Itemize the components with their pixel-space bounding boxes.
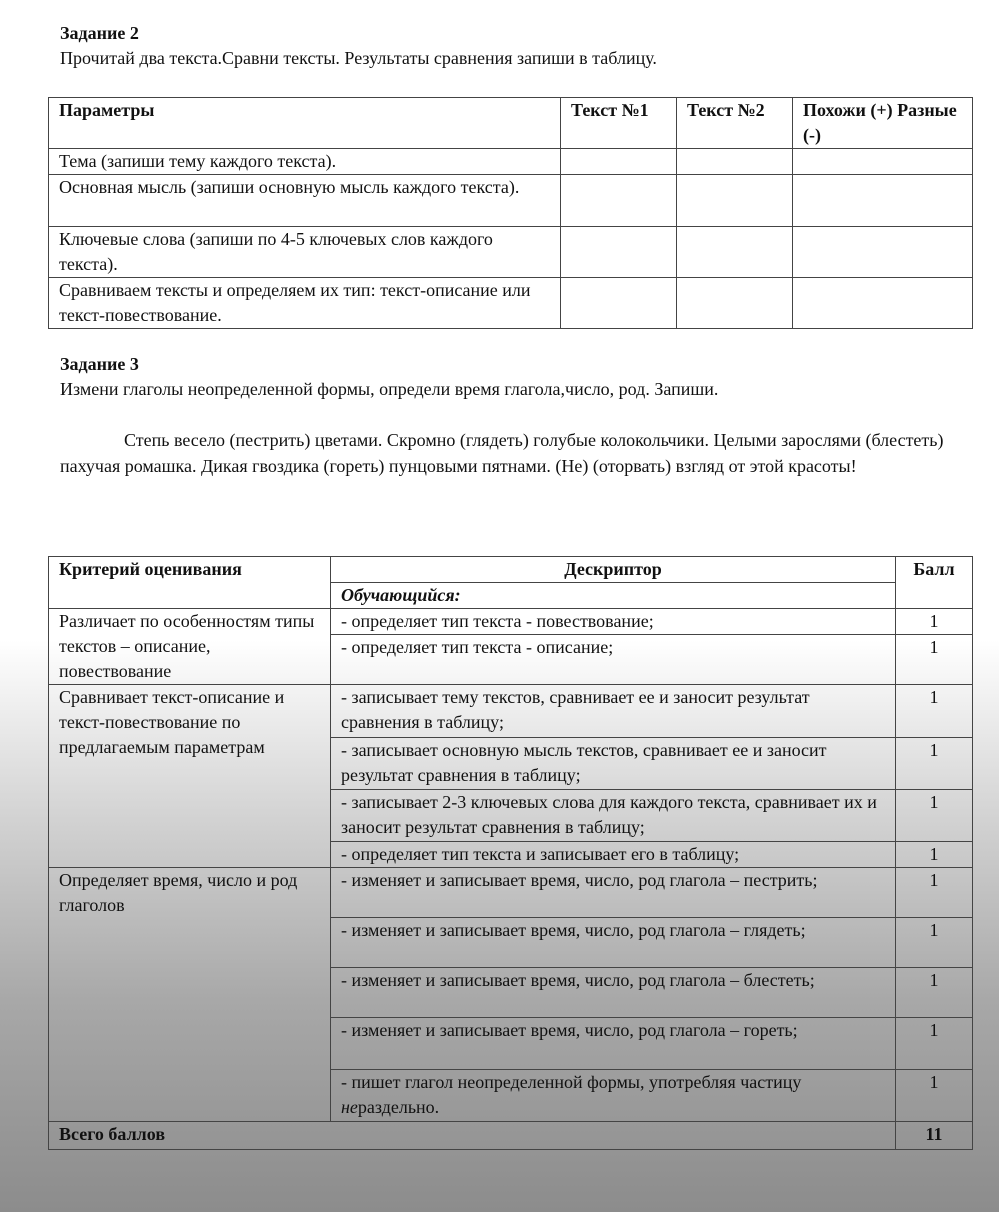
- descriptor-cell: - изменяет и записывает время, число, род глагола – пестрить;: [331, 868, 896, 918]
- row-main-idea: Основная мысль (запиши основную мысль каждого текста).: [49, 175, 561, 227]
- points-cell: 1: [896, 918, 973, 968]
- descriptor-cell: - изменяет и записывает время, число, род глагола – гореть;: [331, 1018, 896, 1070]
- points-cell: 1: [896, 635, 973, 685]
- descriptor-cell: - записывает основную мысль текстов, сравнивает ее и заносит результат сравнения в таблицу;: [331, 738, 896, 790]
- header-parameters: Параметры: [49, 98, 561, 149]
- answer-cell[interactable]: [561, 227, 677, 278]
- criterion-cell: Сравнивает текст-описание и текст-повествование по предлагаемым параметрам: [49, 685, 331, 868]
- descriptor-text: - пишет глагол неопределенной формы, употребляя частицу: [341, 1072, 802, 1092]
- rubric-row: [49, 609, 973, 635]
- header-similar-different: Похожи (+) Разные (-): [793, 98, 973, 149]
- answer-cell[interactable]: [561, 149, 677, 175]
- answer-cell[interactable]: [793, 175, 973, 227]
- task3-text: Степь весело (пестрить) цветами. Скромно (глядеть) голубые колокольчики. Целыми зарослями (блестеть) пахучая ромашка. Дикая гвоздика (гореть) пунцовыми пятнами. (Не) (оторвать) взгляд от этой красоты!: [60, 430, 944, 476]
- points-cell: 1: [896, 790, 973, 842]
- answer-cell[interactable]: [677, 278, 793, 329]
- task3-instruction: Измени глаголы неопределенной формы, определи время глагола,число, род. Запиши.: [60, 379, 719, 399]
- descriptor-cell: - записывает тему текстов, сравнивает ее и заносит результат сравнения в таблицу;: [331, 685, 896, 738]
- points-cell: 1: [896, 842, 973, 868]
- total-row: [49, 1122, 973, 1150]
- answer-cell[interactable]: [561, 175, 677, 227]
- answer-cell[interactable]: [677, 227, 793, 278]
- header-criterion: Критерий оценивания: [49, 557, 331, 609]
- descriptor-cell: - определяет тип текста и записывает его в таблицу;: [331, 842, 896, 868]
- row-keywords: Ключевые слова (запиши по 4-5 ключевых слов каждого текста).: [49, 227, 561, 278]
- answer-cell[interactable]: [561, 278, 677, 329]
- answer-cell[interactable]: [677, 149, 793, 175]
- descriptor-cell: - изменяет и записывает время, число, род глагола – блестеть;: [331, 968, 896, 1018]
- descriptor-cell: - записывает 2-3 ключевых слова для каждого текста, сравнивает их и заносит результат сравнения в таблицу;: [331, 790, 896, 842]
- criterion-cell: Различает по особенностям типы текстов – описание, повествование: [49, 609, 331, 685]
- header-descriptor: Дескриптор: [331, 557, 896, 583]
- descriptor-text: не: [341, 1097, 358, 1117]
- descriptor-cell: - определяет тип текста - повествование;: [331, 609, 896, 635]
- points-cell: 1: [896, 1070, 973, 1122]
- criterion-cell: Определяет время, число и род глаголов: [49, 868, 331, 1122]
- task2-instruction: Прочитай два текста.Сравни тексты. Результаты сравнения запиши в таблицу.: [60, 48, 657, 68]
- answer-cell[interactable]: [793, 278, 973, 329]
- points-cell: 1: [896, 609, 973, 635]
- points-cell: 1: [896, 868, 973, 918]
- header-text1: Текст №1: [561, 98, 677, 149]
- descriptor-cell: - изменяет и записывает время, число, род глагола – глядеть;: [331, 918, 896, 968]
- answer-cell[interactable]: [793, 149, 973, 175]
- rubric-row: [49, 685, 973, 738]
- descriptor-cell: [331, 1070, 896, 1122]
- points-cell: 1: [896, 1018, 973, 1070]
- rubric-table: [48, 556, 973, 1150]
- descriptor-text: раздельно.: [357, 1097, 440, 1117]
- descriptor-cell: - определяет тип текста - описание;: [331, 635, 896, 685]
- answer-cell[interactable]: [677, 175, 793, 227]
- row-text-type: Сравниваем тексты и определяем их тип: текст-описание или текст-повествование.: [49, 278, 561, 329]
- comparison-table: [48, 97, 973, 329]
- header-points: Балл: [896, 557, 973, 609]
- total-label: Всего баллов: [49, 1122, 896, 1150]
- points-cell: 1: [896, 685, 973, 738]
- row-theme: Тема (запиши тему каждого текста).: [49, 149, 561, 175]
- header-text2: Текст №2: [677, 98, 793, 149]
- points-cell: 1: [896, 968, 973, 1018]
- task2-title: Задание 2: [60, 23, 139, 43]
- rubric-row: [49, 868, 973, 918]
- answer-cell[interactable]: [793, 227, 973, 278]
- learner-label: Обучающийся:: [331, 583, 896, 609]
- points-cell: 1: [896, 738, 973, 790]
- total-points: 11: [896, 1122, 973, 1150]
- task3-title: Задание 3: [60, 354, 139, 374]
